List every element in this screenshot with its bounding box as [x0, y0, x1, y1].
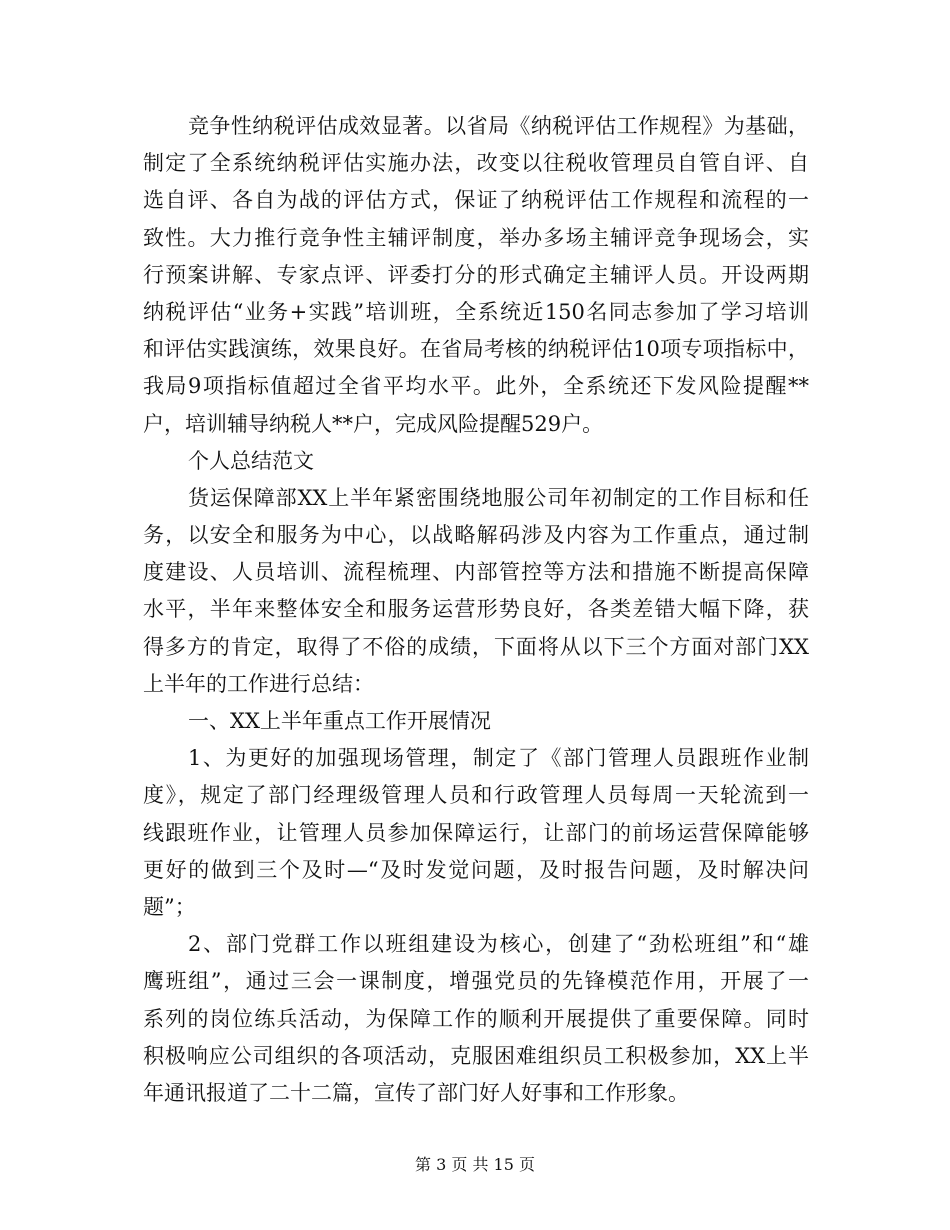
- text-line: 和评估实践演练，效果良好。在省局考核的纳税评估10项专项指标中，: [143, 337, 809, 362]
- text-line: 致性。大力推行竞争性主辅评制度，举办多场主辅评竞争现场会，实: [143, 225, 809, 250]
- text-line: 度建设、人员培训、流程梳理、内部管控等方法和措施不断提高保障: [143, 560, 809, 585]
- text-line: 纳税评估“业务+实践”培训班，全系统近150名同志参加了学习培训: [143, 299, 809, 324]
- text-line: 制定了全系统纳税评估实施办法，改变以往税收管理员自管自评、自: [143, 151, 809, 176]
- text-line: 鹰班组”，通过三会一课制度，增强党员的先锋模范作用，开展了一: [143, 969, 809, 994]
- text-line: 1、为更好的加强现场管理，制定了《部门管理人员跟班作业制: [188, 746, 809, 771]
- text-line: 货运保障部XX上半年紧密围绕地服公司年初制定的工作目标和任: [188, 485, 809, 510]
- heading-line: 个人总结范文: [188, 448, 314, 473]
- text-line: 2、部门党群工作以班组建设为核心，创建了“劲松班组”和“雄: [188, 932, 809, 957]
- heading-line: 一、XX上半年重点工作开展情况: [188, 709, 491, 733]
- text-line: 得多方的肯定，取得了不俗的成绩，下面将从以下三个方面对部门XX: [143, 634, 809, 659]
- page-number-label: 第 3 页 共 15 页: [415, 1155, 535, 1174]
- text-line: 更好的做到三个及时—“及时发觉问题，及时报告问题，及时解决问: [143, 857, 809, 882]
- paragraph-intro: [143, 480, 809, 703]
- text-line: 度》，规定了部门经理级管理人员和行政管理人员每周一天轮流到一: [143, 783, 809, 808]
- paragraph-item-2: [143, 926, 809, 1112]
- section-heading: [143, 703, 809, 740]
- text-line: 竞争性纳税评估成效显著。以省局《纳税评估工作规程》为基础，: [188, 114, 809, 138]
- text-line: 上半年的工作进行总结：: [143, 671, 374, 696]
- text-line: 水平，半年来整体安全和服务运营形势良好，各类差错大幅下降，获: [143, 597, 809, 622]
- paragraph-item-1: [143, 740, 809, 926]
- text-line: 积极响应公司组织的各项活动，克服困难组织员工积极参加，XX上半: [143, 1043, 809, 1068]
- text-line: 系列的岗位练兵活动，为保障工作的顺利开展提供了重要保障。同时: [143, 1006, 809, 1031]
- text-line: 行预案讲解、专家点评、评委打分的形式确定主辅评人员。开设两期: [143, 262, 809, 287]
- text-line: 户，培训辅导纳税人**户，完成风险提醒529户。: [143, 411, 604, 436]
- paragraph-tax-assessment: [143, 108, 809, 443]
- text-line: 务，以安全和服务为中心，以战略解码涉及内容为工作重点，通过制: [143, 523, 809, 548]
- document-body: [143, 108, 809, 1112]
- page-footer: [0, 1152, 950, 1178]
- text-line: 线跟班作业，让管理人员参加保障运行，让部门的前场运营保障能够: [143, 820, 809, 845]
- text-line: 选自评、各自为战的评估方式，保证了纳税评估工作规程和流程的一: [143, 188, 809, 213]
- text-line: 题”；: [143, 894, 196, 919]
- text-line: 我局9项指标值超过全省平均水平。此外，全系统还下发风险提醒**: [143, 374, 809, 399]
- section-title: [143, 443, 809, 480]
- text-line: 年通讯报道了二十二篇，宣传了部门好人好事和工作形象。: [143, 1080, 689, 1105]
